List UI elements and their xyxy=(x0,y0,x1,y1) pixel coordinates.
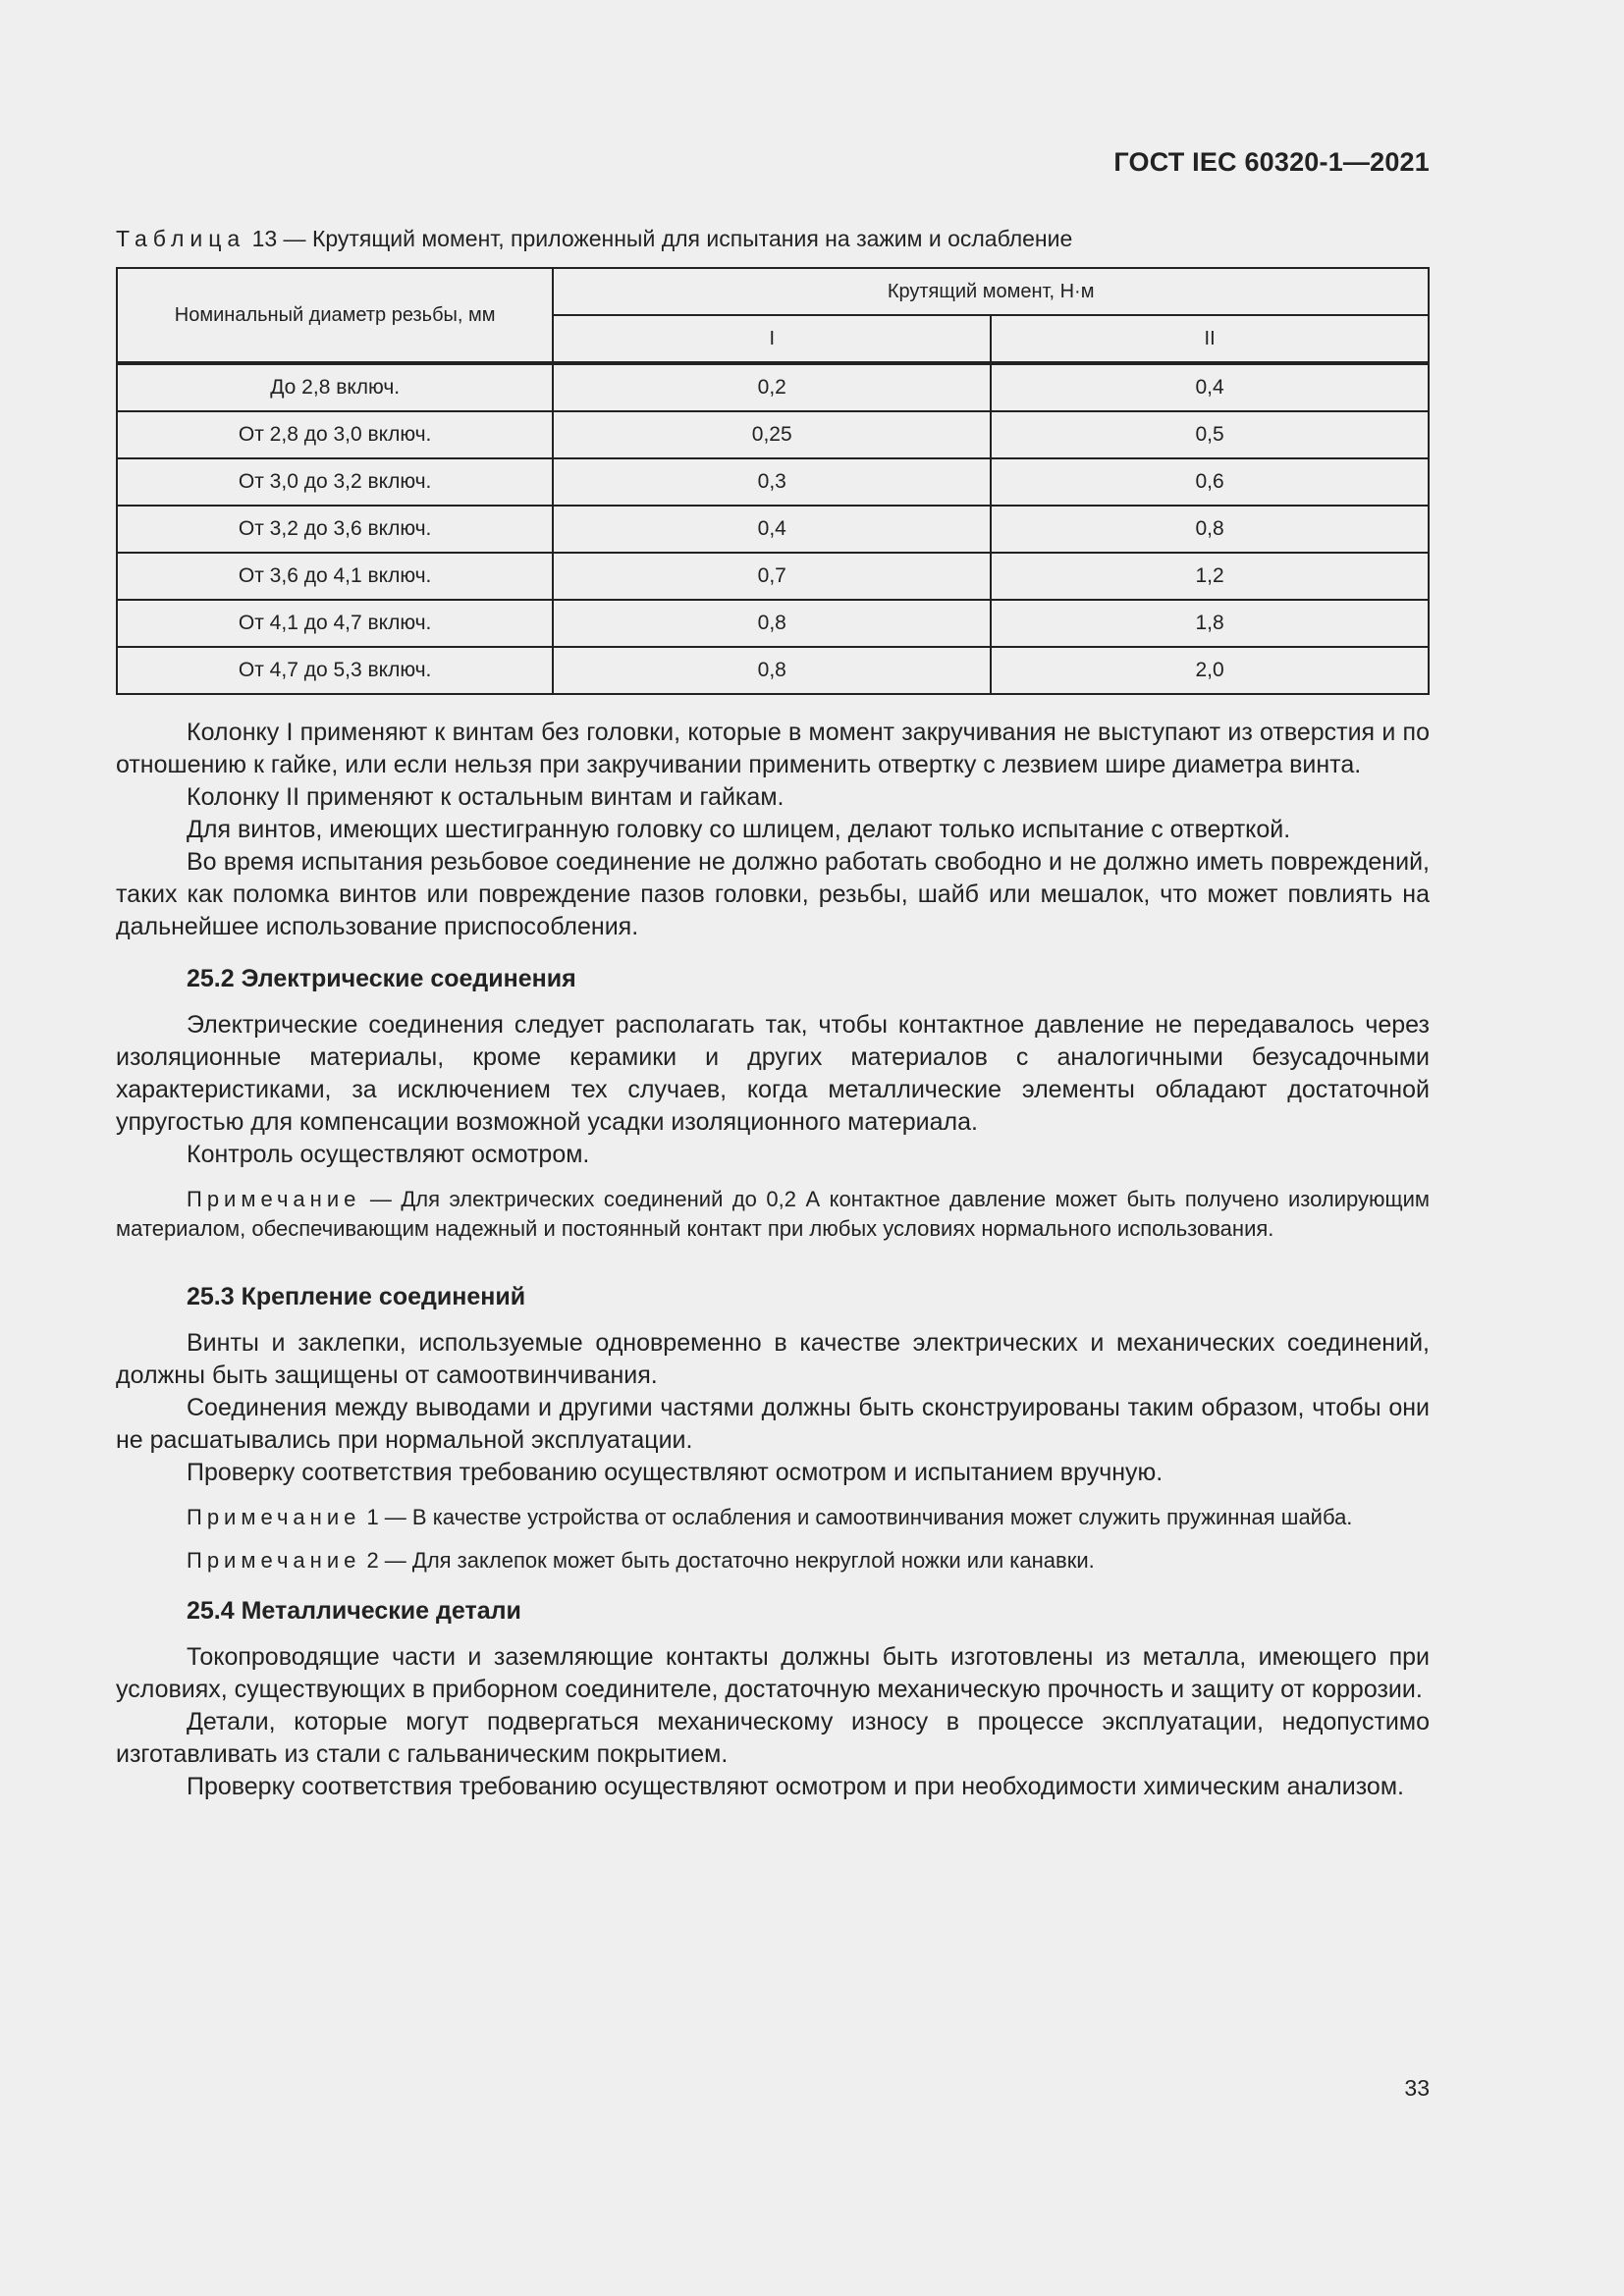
note-25-2 xyxy=(116,1185,1430,1244)
table-cell-torque-i: 0,2 xyxy=(553,363,991,411)
paragraph: Проверку соответствия требованию осуществляют осмотром и при необходимости химическим анализом. xyxy=(187,1773,1404,1800)
paragraph: Колонку I применяют к винтам без головки, которые в момент закручивания не выступают из отверстия и по отношению к гайке, или если нельзя при закручивании применить отвертку с лезвием шире диаметра винта. xyxy=(116,719,1430,778)
paragraph: Контроль осуществляют осмотром. xyxy=(187,1141,590,1168)
table-row xyxy=(117,411,1429,458)
table-row xyxy=(117,363,1429,411)
header-column-i: I xyxy=(553,315,991,363)
table-cell-torque-ii: 1,2 xyxy=(991,553,1429,600)
table-cell-torque-ii: 2,0 xyxy=(991,647,1429,694)
table-cell-diameter: От 4,7 до 5,3 включ. xyxy=(117,647,553,694)
table-cell-torque-ii: 1,8 xyxy=(991,600,1429,647)
note-text: 2 — Для заклепок может быть достаточно некруглой ножки или канавки. xyxy=(360,1548,1095,1573)
header-diameter: Номинальный диаметр резьбы, мм xyxy=(117,268,553,363)
section-25-3-text xyxy=(116,1327,1430,1489)
table-cell-diameter: От 3,2 до 3,6 включ. xyxy=(117,506,553,553)
torque-table xyxy=(116,267,1430,695)
table-caption-label: Таблица xyxy=(116,226,246,251)
table-cell-diameter: От 3,0 до 3,2 включ. xyxy=(117,458,553,506)
table-cell-torque-ii: 0,8 xyxy=(991,506,1429,553)
table-row xyxy=(117,600,1429,647)
page-content xyxy=(116,224,1430,1803)
table-cell-diameter: До 2,8 включ. xyxy=(117,363,553,411)
paragraph: Токопроводящие части и заземляющие контакты должны быть изготовлены из металла, имеющего при условиях, существующих в приборном соединителе, достаточную механическую прочность и защиту от коррозии. xyxy=(116,1643,1430,1703)
note-text: 1 — В качестве устройства от ослабления и самоотвинчивания может служить пружинная шайба. xyxy=(360,1505,1353,1529)
table-cell-torque-i: 0,8 xyxy=(553,647,991,694)
table-cell-torque-i: 0,4 xyxy=(553,506,991,553)
document-code: ГОСТ IEC 60320-1—2021 xyxy=(1113,147,1430,177)
table-row xyxy=(117,458,1429,506)
table-row xyxy=(117,506,1429,553)
table-caption xyxy=(116,224,1430,253)
table-cell-diameter: От 2,8 до 3,0 включ. xyxy=(117,411,553,458)
table-cell-diameter: От 3,6 до 4,1 включ. xyxy=(117,553,553,600)
paragraph: Винты и заклепки, используемые одновременно в качестве электрических и механических соединений, должны быть защищены от самоотвинчивания. xyxy=(116,1329,1430,1389)
table-row xyxy=(117,553,1429,600)
paragraph: Во время испытания резьбовое соединение не должно работать свободно и не должно иметь повреждений, таких как поломка винтов или повреждение пазов головки, резьбы, шайб или мешалок, что может повлиять на дальнейшее использование приспособления. xyxy=(116,848,1430,940)
table-cell-torque-ii: 0,5 xyxy=(991,411,1429,458)
section-25-4-text xyxy=(116,1641,1430,1803)
table-cell-torque-i: 0,3 xyxy=(553,458,991,506)
note-text: — Для электрических соединений до 0,2 А контактное давление может быть получено изолирующим материалом, обеспечивающим надежный и постоянный контакт при любых условиях нормального использования. xyxy=(116,1187,1430,1241)
paragraph: Колонку II применяют к остальным винтам и гайкам. xyxy=(187,783,785,811)
paragraph: Соединения между выводами и другими частями должны быть сконструированы таким образом, чтобы они не расшатывались при нормальной эксплуатации. xyxy=(116,1394,1430,1454)
note-25-3-2 xyxy=(116,1546,1430,1575)
table-cell-torque-i: 0,7 xyxy=(553,553,991,600)
table-cell-torque-i: 0,8 xyxy=(553,600,991,647)
table-cell-torque-ii: 0,6 xyxy=(991,458,1429,506)
note-label: Примечание xyxy=(187,1187,361,1211)
paragraph: Детали, которые могут подвергаться механическому износу в процессе эксплуатации, недопустимо изготавливать из стали с гальваническим покрытием. xyxy=(116,1708,1430,1768)
section-25-2-text xyxy=(116,1009,1430,1171)
header-column-ii: II xyxy=(991,315,1429,363)
note-label: Примечание xyxy=(187,1548,361,1573)
table-notes-text xyxy=(116,717,1430,943)
section-heading-25-4: 25.4 Металлические детали xyxy=(187,1597,521,1625)
table-caption-title: 13 — Крутящий момент, приложенный для испытания на зажим и ослабление xyxy=(245,226,1073,251)
paragraph: Для винтов, имеющих шестигранную головку со шлицем, делают только испытание с отверткой. xyxy=(187,816,1291,843)
note-25-3-1 xyxy=(116,1503,1430,1532)
section-heading-25-2: 25.2 Электрические соединения xyxy=(187,965,576,992)
section-heading-25-3: 25.3 Крепление соединений xyxy=(187,1283,526,1310)
table-cell-diameter: От 4,1 до 4,7 включ. xyxy=(117,600,553,647)
page-number: 33 xyxy=(1404,2075,1430,2101)
header-torque: Крутящий момент, Н·м xyxy=(553,268,1429,315)
table-cell-torque-ii: 0,4 xyxy=(991,363,1429,411)
table-row xyxy=(117,647,1429,694)
note-label: Примечание xyxy=(187,1505,361,1529)
table-cell-torque-i: 0,25 xyxy=(553,411,991,458)
paragraph: Электрические соединения следует располагать так, чтобы контактное давление не передавалось через изоляционные материалы, кроме керамики и других материалов с аналогичными безусадочными характеристиками, за исключением тех случаев, когда металлические элементы обладают достаточной упругостью для компенсации возможной усадки изоляционного материала. xyxy=(116,1011,1430,1136)
table-header-row xyxy=(117,268,1429,315)
paragraph: Проверку соответствия требованию осуществляют осмотром и испытанием вручную. xyxy=(187,1459,1164,1486)
